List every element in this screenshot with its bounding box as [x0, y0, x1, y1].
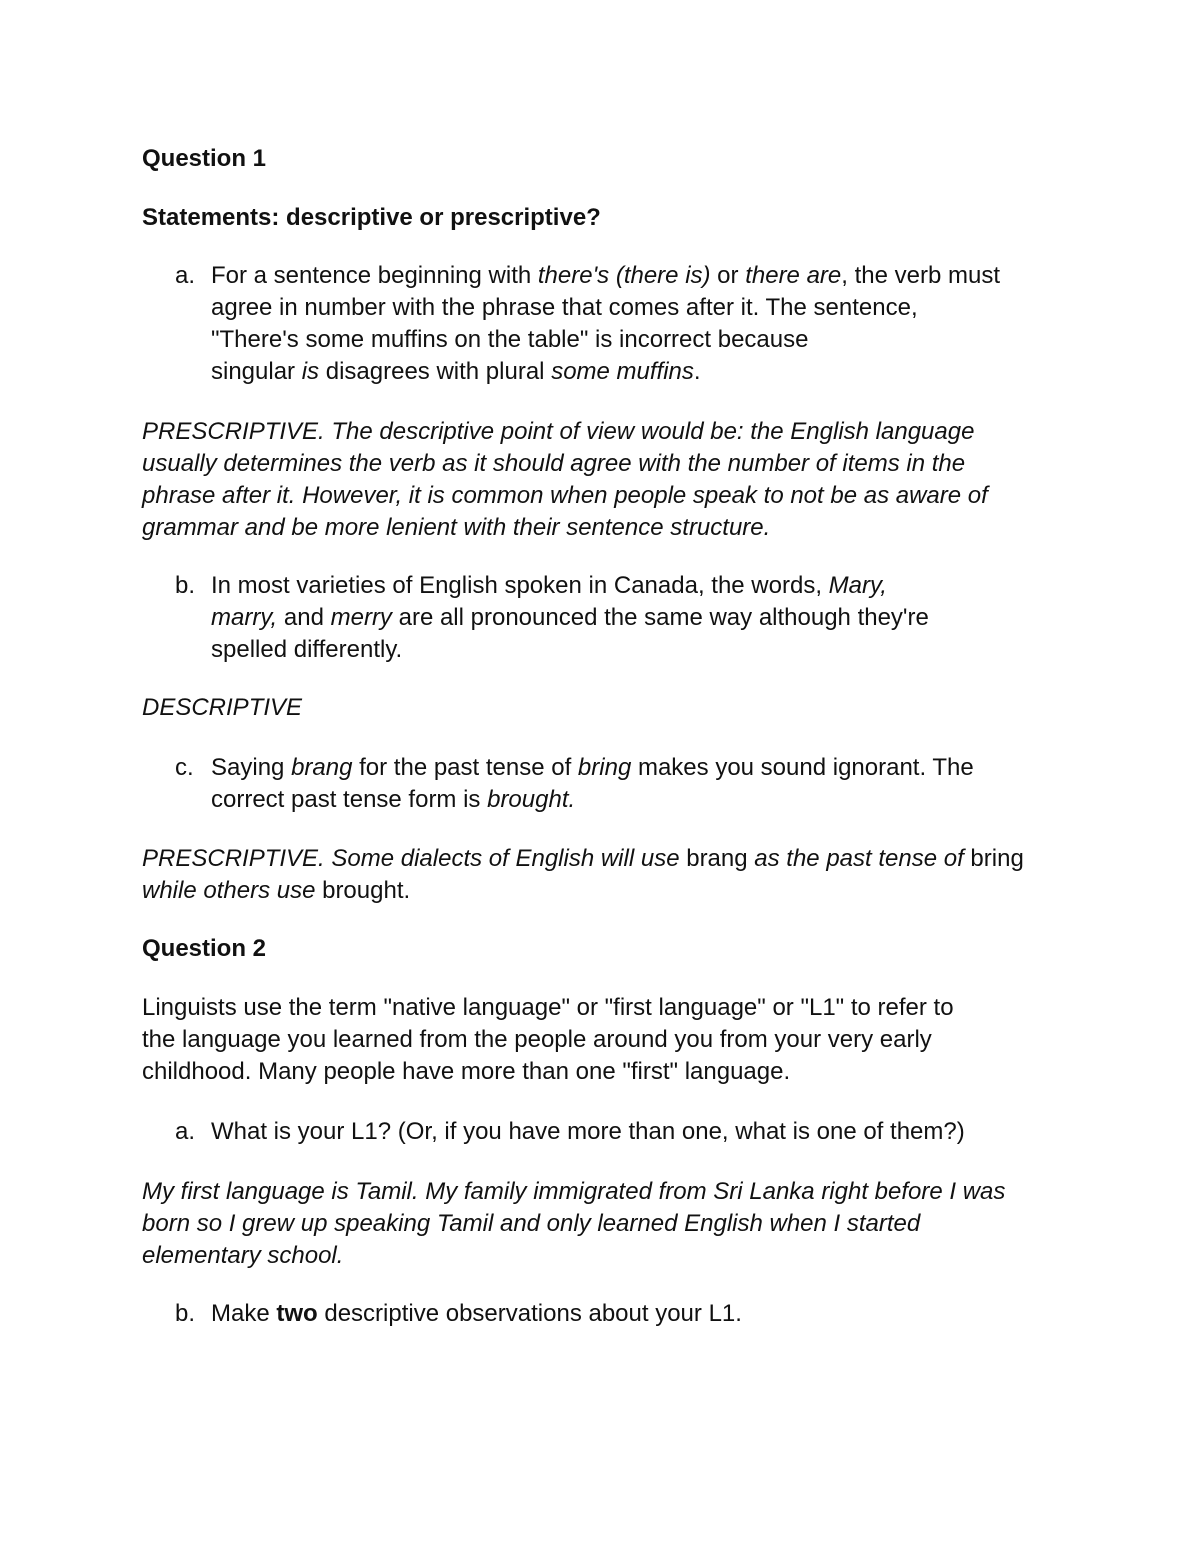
- italic-text: PRESCRIPTIVE. Some dialects of English will use: [142, 845, 687, 872]
- list-item-text: [211, 1116, 1071, 1148]
- text-run: In most varieties of English spoken in Canada, the words,: [211, 572, 829, 599]
- italic-term: some muffins: [551, 358, 694, 385]
- text-line: [142, 875, 1024, 907]
- text-line: [142, 843, 1024, 875]
- question-2-intro: [142, 992, 954, 1088]
- text-run: or: [710, 262, 746, 289]
- text-run: makes you sound ignorant. The: [631, 754, 974, 781]
- upright-term: bring: [970, 845, 1024, 872]
- list-item-text: [211, 752, 1071, 816]
- text-line: grammar and be more lenient with their sentence structure.: [142, 514, 771, 541]
- list-marker: b.: [175, 572, 196, 599]
- italic-term: brought.: [487, 786, 576, 813]
- text-line: [211, 1298, 1071, 1330]
- question-1-subtitle: Statements: descriptive or prescriptive?: [142, 204, 601, 231]
- text-line: born so I grew up speaking Tamil and only learned English when I started: [142, 1210, 921, 1237]
- answer-1a: [142, 416, 988, 544]
- text-run: singular: [211, 358, 302, 385]
- text-line: What is your L1? (Or, if you have more than one, what is one of them?): [211, 1118, 965, 1145]
- italic-term: marry,: [211, 604, 278, 631]
- text-line: [211, 752, 1071, 784]
- text-line: spelled differently.: [211, 636, 403, 663]
- list-marker: a.: [175, 262, 196, 289]
- text-run: Make: [211, 1300, 277, 1327]
- text-line: usually determines the verb as it should agree with the number of items in the: [142, 450, 966, 477]
- question-2-title: Question 2: [142, 935, 267, 962]
- italic-term: there are: [745, 262, 842, 289]
- italic-term: bring: [577, 754, 632, 781]
- upright-term: brang: [686, 845, 748, 872]
- text-line: phrase after it. However, it is common when people speak to not be as aware of: [142, 482, 988, 509]
- text-line: "There's some muffins on the table" is incorrect because: [211, 326, 809, 353]
- text-line: elementary school.: [142, 1242, 344, 1269]
- text-line: [211, 356, 1071, 388]
- text-run: .: [693, 358, 701, 385]
- italic-term: Mary,: [828, 572, 887, 599]
- list-item-text: [211, 260, 1071, 388]
- text-run: are all pronounced the same way although they're: [391, 604, 929, 631]
- text-run: For a sentence beginning with: [211, 262, 538, 289]
- answer-2a: [142, 1176, 1005, 1272]
- text-line: [211, 570, 1071, 602]
- text-line: [211, 784, 1071, 816]
- question-1-title: Question 1: [142, 145, 267, 172]
- text-run: for the past tense of: [352, 754, 578, 781]
- text-run: , the verb must: [841, 262, 1000, 289]
- text-line: the language you learned from the people around you from your very early: [142, 1026, 932, 1053]
- bold-term: two: [276, 1300, 318, 1327]
- text-line: PRESCRIPTIVE. The descriptive point of view would be: the English language: [142, 418, 975, 445]
- list-marker: a.: [175, 1118, 196, 1145]
- italic-term: merry: [330, 604, 392, 631]
- text-run: disagrees with plural: [319, 358, 552, 385]
- text-line: [211, 260, 1071, 292]
- italic-term: is: [301, 358, 320, 385]
- italic-term: brang: [291, 754, 353, 781]
- text-line: Linguists use the term "native language" or "first language" or "L1" to refer to: [142, 994, 954, 1021]
- upright-term: brought.: [322, 877, 411, 904]
- text-run: descriptive observations about your L1.: [317, 1300, 742, 1327]
- list-item-text: [211, 1298, 1071, 1330]
- italic-text: while others use: [142, 877, 323, 904]
- list-item-text: [211, 570, 1071, 666]
- text-line: childhood. Many people have more than one "first" language.: [142, 1058, 791, 1085]
- text-line: My first language is Tamil. My family immigrated from Sri Lanka right before I was: [142, 1178, 1006, 1205]
- list-marker: c.: [175, 754, 194, 781]
- text-run: and: [277, 604, 331, 631]
- italic-term: there's (there is): [537, 262, 711, 289]
- list-marker: b.: [175, 1300, 196, 1327]
- text-line: [211, 602, 1071, 634]
- italic-text: as the past tense of: [747, 845, 971, 872]
- answer-1b: DESCRIPTIVE: [142, 694, 303, 721]
- text-run: Saying: [211, 754, 292, 781]
- answer-1c: [142, 843, 1024, 907]
- text-run: correct past tense form is: [211, 786, 488, 813]
- text-line: agree in number with the phrase that comes after it. The sentence,: [211, 294, 918, 321]
